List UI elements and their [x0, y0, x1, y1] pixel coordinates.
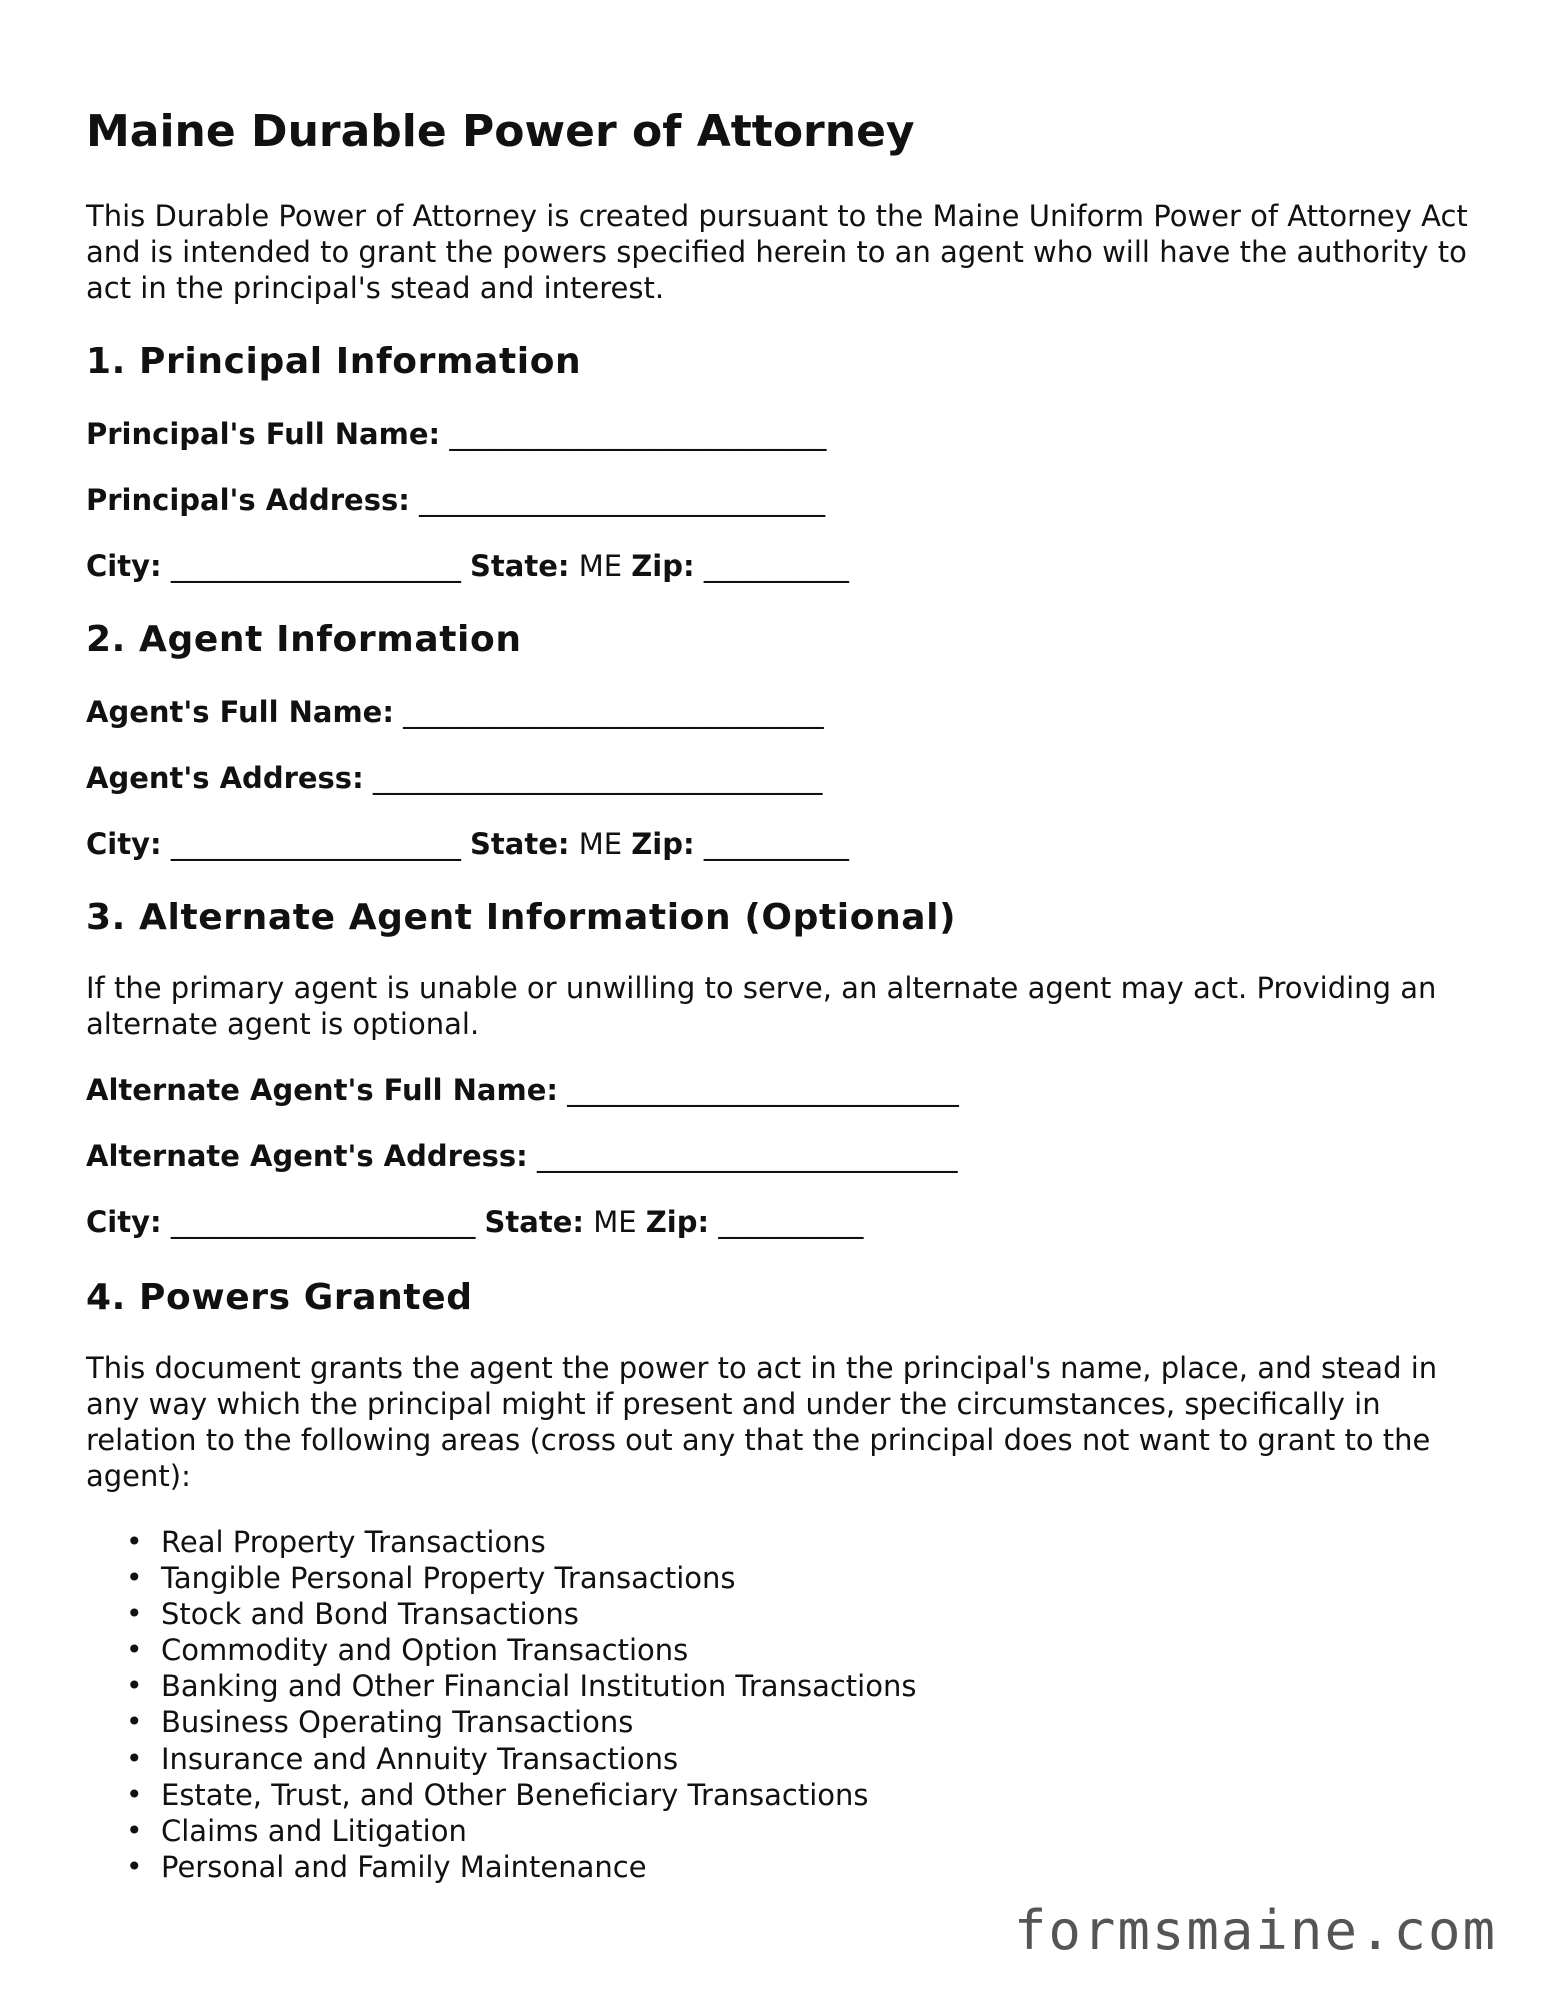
bullet-icon: •	[126, 1525, 143, 1558]
principal-zip-field[interactable]: __________	[703, 549, 849, 583]
agent-city-label: City:	[86, 827, 162, 861]
alternate-agent-name-label: Alternate Agent's Full Name:	[86, 1073, 558, 1107]
alternate-agent-city-field[interactable]: _____________________	[170, 1205, 476, 1239]
alternate-agent-address-label: Alternate Agent's Address:	[86, 1139, 528, 1173]
watermark: formsmaine.com	[1013, 1899, 1497, 1962]
agent-state-value: ME	[578, 827, 623, 861]
agent-state-label: State:	[470, 827, 570, 861]
power-item-commodity-option: • Commodity and Option Transactions	[126, 1633, 689, 1668]
bullet-icon: •	[126, 1741, 143, 1775]
principal-state-label: State:	[470, 549, 570, 583]
document-title: Maine Durable Power of Attorney	[86, 106, 915, 157]
principal-address-row	[86, 482, 825, 518]
bullet-icon: •	[126, 1849, 143, 1883]
power-item-personal-family: • Personal and Family Maintenance	[126, 1849, 647, 1884]
agent-city-state-zip-row	[86, 826, 849, 862]
agent-zip-field[interactable]: __________	[703, 827, 849, 861]
principal-address-label: Principal's Address:	[86, 483, 410, 517]
power-item-business-operating: • Business Operating Transactions	[126, 1705, 634, 1740]
agent-address-field[interactable]: _______________________________	[372, 761, 823, 795]
intro-paragraph: This Durable Power of Attorney is created pursuant to the Maine Uniform Power of Attorney Act and is intended to grant the powers specified herein to an agent who will have the authority to act in the principal's stead and interest.	[86, 199, 1468, 305]
bullet-icon: •	[126, 1561, 143, 1595]
bullet-icon: •	[126, 1777, 143, 1811]
principal-state-value: ME	[578, 549, 623, 583]
bullet-icon: •	[126, 1633, 143, 1667]
power-item-stock-bond: • Stock and Bond Transactions	[126, 1597, 579, 1632]
agent-zip-label: Zip:	[631, 827, 695, 861]
alternate-agent-city-label: City:	[86, 1205, 162, 1239]
alternate-agent-city-state-zip-row	[86, 1204, 863, 1240]
power-item-insurance-annuity: • Insurance and Annuity Transactions	[126, 1741, 679, 1776]
bullet-icon: •	[126, 1669, 143, 1703]
principal-name-label: Principal's Full Name:	[86, 417, 441, 451]
alternate-agent-paragraph: If the primary agent is unable or unwilling to serve, an alternate agent may act. Providing an alternate agent is optional.	[86, 971, 1437, 1041]
principal-name-row	[86, 416, 826, 452]
section-agent-heading: 2. Agent Information	[86, 619, 522, 660]
powers-paragraph: This document grants the agent the power to act in the principal's name, place, and stead in any way which the principal might if present and under the circumstances, specifically in relation to the following areas (cross out any that the principal does not want to grant to the agent):	[86, 1351, 1438, 1493]
agent-name-row	[86, 694, 824, 730]
section-principal-heading: 1. Principal Information	[86, 341, 582, 382]
alternate-agent-name-row	[86, 1072, 959, 1108]
alternate-agent-address-field[interactable]: _____________________________	[536, 1139, 958, 1173]
principal-city-state-zip-row	[86, 548, 849, 584]
powers-list	[86, 1524, 916, 1885]
section-alternate-agent-heading: 3. Alternate Agent Information (Optional)	[86, 897, 957, 938]
principal-city-label: City:	[86, 549, 162, 583]
agent-address-row	[86, 760, 822, 796]
power-item-banking: • Banking and Other Financial Institution Transactions	[126, 1669, 917, 1704]
principal-name-field[interactable]: __________________________	[449, 417, 827, 451]
bullet-icon: •	[126, 1705, 143, 1739]
agent-name-label: Agent's Full Name:	[86, 695, 394, 729]
alternate-agent-zip-field[interactable]: __________	[718, 1205, 864, 1239]
bullet-icon: •	[126, 1813, 143, 1847]
agent-address-label: Agent's Address:	[86, 761, 364, 795]
alternate-agent-zip-label: Zip:	[645, 1205, 710, 1239]
principal-address-field[interactable]: ____________________________	[419, 483, 826, 517]
alternate-agent-state-label: State:	[484, 1205, 584, 1239]
power-item-real-property: • Real Property Transactions	[126, 1525, 546, 1559]
bullet-icon: •	[126, 1597, 143, 1631]
power-item-tangible-personal-property: • Tangible Personal Property Transactions	[126, 1561, 736, 1596]
alternate-agent-name-field[interactable]: ___________________________	[567, 1073, 959, 1107]
section-powers-heading: 4. Powers Granted	[86, 1277, 473, 1318]
principal-zip-label: Zip:	[631, 549, 695, 583]
power-item-estate-trust: • Estate, Trust, and Other Beneficiary Transactions	[126, 1777, 869, 1812]
alternate-agent-address-row	[86, 1138, 957, 1174]
power-item-claims-litigation: • Claims and Litigation	[126, 1813, 467, 1848]
alternate-agent-state-value: ME	[593, 1205, 637, 1239]
principal-city-field[interactable]: ____________________	[170, 549, 461, 583]
agent-city-field[interactable]: ____________________	[170, 827, 461, 861]
agent-name-field[interactable]: _____________________________	[403, 695, 824, 729]
